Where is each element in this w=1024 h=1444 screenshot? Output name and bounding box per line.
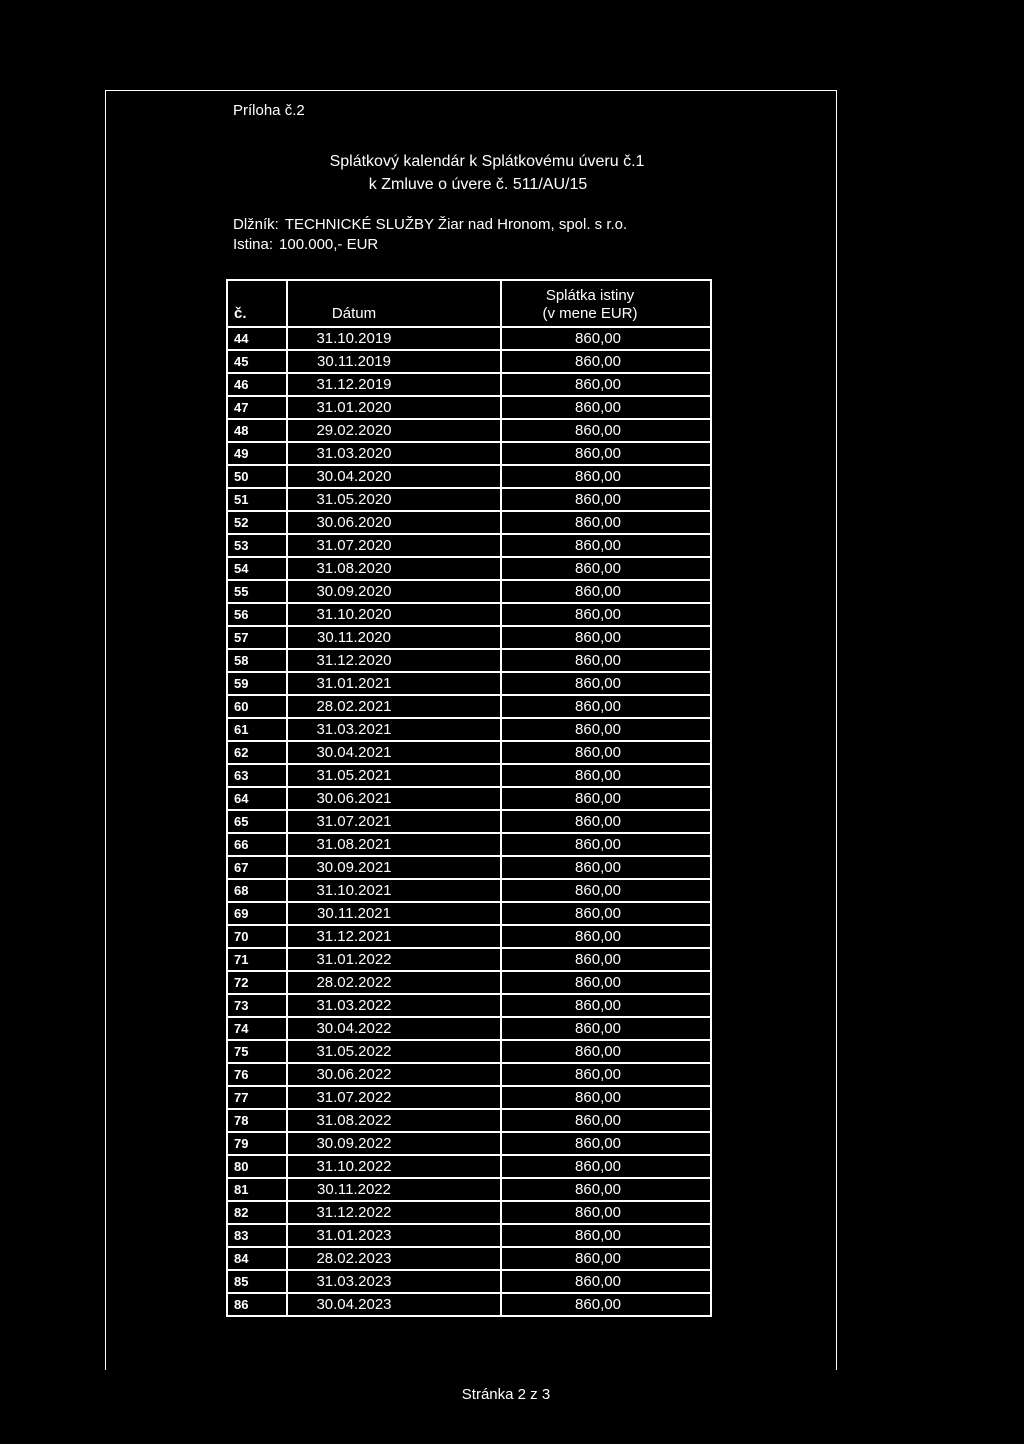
row-amount: 860,00 — [501, 1270, 711, 1293]
row-number: 64 — [227, 787, 287, 810]
row-amount: 860,00 — [501, 971, 711, 994]
row-date: 31.07.2020 — [287, 534, 501, 557]
row-amount: 860,00 — [501, 580, 711, 603]
row-date: 30.06.2022 — [287, 1063, 501, 1086]
row-number: 48 — [227, 419, 287, 442]
row-date: 31.08.2020 — [287, 557, 501, 580]
row-date: 30.06.2020 — [287, 511, 501, 534]
row-amount: 860,00 — [501, 465, 711, 488]
row-amount: 860,00 — [501, 1063, 711, 1086]
row-number: 84 — [227, 1247, 287, 1270]
table-header-row — [227, 280, 711, 327]
row-amount: 860,00 — [501, 419, 711, 442]
row-amount: 860,00 — [501, 948, 711, 971]
row-date: 31.05.2020 — [287, 488, 501, 511]
row-amount: 860,00 — [501, 810, 711, 833]
row-number: 60 — [227, 695, 287, 718]
document-title: Splátkový kalendár k Splátkovému úveru č.1 — [329, 153, 645, 170]
row-amount: 860,00 — [501, 1155, 711, 1178]
row-number: 80 — [227, 1155, 287, 1178]
table-row — [227, 649, 711, 672]
row-amount: 860,00 — [501, 534, 711, 557]
row-number: 61 — [227, 718, 287, 741]
table-row — [227, 1086, 711, 1109]
page-number: Stránka 2 z 3 — [461, 1386, 551, 1403]
row-number: 75 — [227, 1040, 287, 1063]
row-number: 45 — [227, 350, 287, 373]
row-number: 59 — [227, 672, 287, 695]
table-row — [227, 741, 711, 764]
table-row — [227, 1293, 711, 1316]
table-row — [227, 1040, 711, 1063]
row-amount: 860,00 — [501, 879, 711, 902]
row-date: 30.11.2021 — [287, 902, 501, 925]
row-date: 31.10.2022 — [287, 1155, 501, 1178]
row-number: 82 — [227, 1201, 287, 1224]
row-date: 31.03.2022 — [287, 994, 501, 1017]
row-number: 66 — [227, 833, 287, 856]
row-number: 46 — [227, 373, 287, 396]
row-number: 67 — [227, 856, 287, 879]
row-number: 85 — [227, 1270, 287, 1293]
row-date: 31.10.2019 — [287, 327, 501, 350]
table-row — [227, 465, 711, 488]
row-number: 71 — [227, 948, 287, 971]
row-date: 31.10.2020 — [287, 603, 501, 626]
row-amount: 860,00 — [501, 925, 711, 948]
table-row — [227, 488, 711, 511]
row-date: 30.11.2020 — [287, 626, 501, 649]
table-row — [227, 787, 711, 810]
row-amount: 860,00 — [501, 603, 711, 626]
row-date: 31.12.2020 — [287, 649, 501, 672]
row-number: 70 — [227, 925, 287, 948]
row-amount: 860,00 — [501, 718, 711, 741]
table-row — [227, 718, 711, 741]
table-row — [227, 603, 711, 626]
row-number: 52 — [227, 511, 287, 534]
table-row — [227, 948, 711, 971]
row-amount: 860,00 — [501, 396, 711, 419]
row-amount: 860,00 — [501, 1040, 711, 1063]
table-row — [227, 1224, 711, 1247]
row-amount: 860,00 — [501, 511, 711, 534]
row-amount: 860,00 — [501, 764, 711, 787]
table-row — [227, 856, 711, 879]
row-date: 31.08.2021 — [287, 833, 501, 856]
row-date: 28.02.2023 — [287, 1247, 501, 1270]
row-amount: 860,00 — [501, 672, 711, 695]
table-row — [227, 1063, 711, 1086]
document-subtitle: k Zmluve o úvere č. 511/AU/15 — [368, 176, 588, 193]
row-amount: 860,00 — [501, 327, 711, 350]
row-amount: 860,00 — [501, 1247, 711, 1270]
table-row — [227, 764, 711, 787]
row-amount: 860,00 — [501, 856, 711, 879]
table-row — [227, 534, 711, 557]
row-date: 30.09.2020 — [287, 580, 501, 603]
row-date: 31.10.2021 — [287, 879, 501, 902]
table-row — [227, 833, 711, 856]
row-date: 31.07.2021 — [287, 810, 501, 833]
row-number: 76 — [227, 1063, 287, 1086]
table-row — [227, 1247, 711, 1270]
row-amount: 860,00 — [501, 1086, 711, 1109]
attachment-label: Príloha č.2 — [233, 102, 305, 119]
row-amount: 860,00 — [501, 488, 711, 511]
row-number: 50 — [227, 465, 287, 488]
row-amount: 860,00 — [501, 1178, 711, 1201]
row-number: 63 — [227, 764, 287, 787]
row-number: 56 — [227, 603, 287, 626]
table-row — [227, 672, 711, 695]
row-number: 83 — [227, 1224, 287, 1247]
table-row — [227, 810, 711, 833]
row-date: 31.12.2022 — [287, 1201, 501, 1224]
column-header-amount: Splátka istiny (v mene EUR) — [501, 280, 711, 327]
table-row — [227, 1155, 711, 1178]
row-number: 79 — [227, 1132, 287, 1155]
table-row — [227, 994, 711, 1017]
row-amount: 860,00 — [501, 833, 711, 856]
row-date: 28.02.2022 — [287, 971, 501, 994]
table-row — [227, 925, 711, 948]
row-number: 68 — [227, 879, 287, 902]
table-row — [227, 1201, 711, 1224]
column-header-date: Dátum — [287, 280, 501, 327]
table-row — [227, 580, 711, 603]
row-amount: 860,00 — [501, 1224, 711, 1247]
table-row — [227, 442, 711, 465]
table-row — [227, 557, 711, 580]
row-date: 31.01.2021 — [287, 672, 501, 695]
row-number: 53 — [227, 534, 287, 557]
table-row — [227, 695, 711, 718]
row-number: 57 — [227, 626, 287, 649]
table-row — [227, 626, 711, 649]
row-number: 51 — [227, 488, 287, 511]
table-row — [227, 1132, 711, 1155]
row-date: 30.09.2022 — [287, 1132, 501, 1155]
row-amount: 860,00 — [501, 787, 711, 810]
table-row — [227, 327, 711, 350]
column-header-number: č. — [227, 280, 287, 327]
row-number: 77 — [227, 1086, 287, 1109]
table-row — [227, 1109, 711, 1132]
row-number: 74 — [227, 1017, 287, 1040]
row-number: 55 — [227, 580, 287, 603]
row-date: 31.05.2021 — [287, 764, 501, 787]
row-number: 81 — [227, 1178, 287, 1201]
table-row — [227, 511, 711, 534]
row-date: 31.01.2020 — [287, 396, 501, 419]
row-number: 44 — [227, 327, 287, 350]
row-amount: 860,00 — [501, 695, 711, 718]
row-amount: 860,00 — [501, 373, 711, 396]
row-amount: 860,00 — [501, 1293, 711, 1316]
row-number: 73 — [227, 994, 287, 1017]
row-amount: 860,00 — [501, 994, 711, 1017]
row-amount: 860,00 — [501, 741, 711, 764]
table-row — [227, 879, 711, 902]
row-number: 62 — [227, 741, 287, 764]
row-number: 69 — [227, 902, 287, 925]
row-amount: 860,00 — [501, 902, 711, 925]
row-date: 30.04.2020 — [287, 465, 501, 488]
table-row — [227, 902, 711, 925]
row-date: 30.04.2023 — [287, 1293, 501, 1316]
row-number: 65 — [227, 810, 287, 833]
row-amount: 860,00 — [501, 442, 711, 465]
row-date: 30.04.2021 — [287, 741, 501, 764]
row-number: 47 — [227, 396, 287, 419]
row-date: 30.11.2022 — [287, 1178, 501, 1201]
table-row — [227, 396, 711, 419]
principal-value: 100.000,- EUR — [279, 236, 379, 253]
row-number: 72 — [227, 971, 287, 994]
table-row — [227, 1178, 711, 1201]
row-date: 30.09.2021 — [287, 856, 501, 879]
table-row — [227, 350, 711, 373]
row-date: 29.02.2020 — [287, 419, 501, 442]
row-date: 30.11.2019 — [287, 350, 501, 373]
row-date: 30.04.2022 — [287, 1017, 501, 1040]
row-amount: 860,00 — [501, 1201, 711, 1224]
row-date: 31.01.2023 — [287, 1224, 501, 1247]
table-row — [227, 373, 711, 396]
row-date: 31.08.2022 — [287, 1109, 501, 1132]
principal-label: Istina: — [233, 236, 274, 253]
row-date: 31.07.2022 — [287, 1086, 501, 1109]
row-number: 49 — [227, 442, 287, 465]
row-date: 31.01.2022 — [287, 948, 501, 971]
row-date: 31.05.2022 — [287, 1040, 501, 1063]
row-date: 31.12.2019 — [287, 373, 501, 396]
debtor-value: TECHNICKÉ SLUŽBY Žiar nad Hronom, spol. s r.o. — [284, 216, 628, 233]
row-date: 28.02.2021 — [287, 695, 501, 718]
table-row — [227, 419, 711, 442]
row-date: 31.03.2020 — [287, 442, 501, 465]
row-amount: 860,00 — [501, 1109, 711, 1132]
table-row — [227, 971, 711, 994]
row-amount: 860,00 — [501, 649, 711, 672]
row-number: 86 — [227, 1293, 287, 1316]
row-number: 78 — [227, 1109, 287, 1132]
row-amount: 860,00 — [501, 557, 711, 580]
row-date: 31.03.2021 — [287, 718, 501, 741]
debtor-label: Dlžník: — [233, 216, 279, 233]
table-row — [227, 1270, 711, 1293]
row-date: 31.12.2021 — [287, 925, 501, 948]
row-number: 58 — [227, 649, 287, 672]
row-amount: 860,00 — [501, 1017, 711, 1040]
row-date: 30.06.2021 — [287, 787, 501, 810]
principal-row — [233, 236, 378, 253]
table-row — [227, 1017, 711, 1040]
row-amount: 860,00 — [501, 1132, 711, 1155]
repayment-schedule-table — [226, 279, 712, 1317]
row-number: 54 — [227, 557, 287, 580]
row-amount: 860,00 — [501, 626, 711, 649]
debtor-row — [233, 216, 627, 233]
row-amount: 860,00 — [501, 350, 711, 373]
row-date: 31.03.2023 — [287, 1270, 501, 1293]
